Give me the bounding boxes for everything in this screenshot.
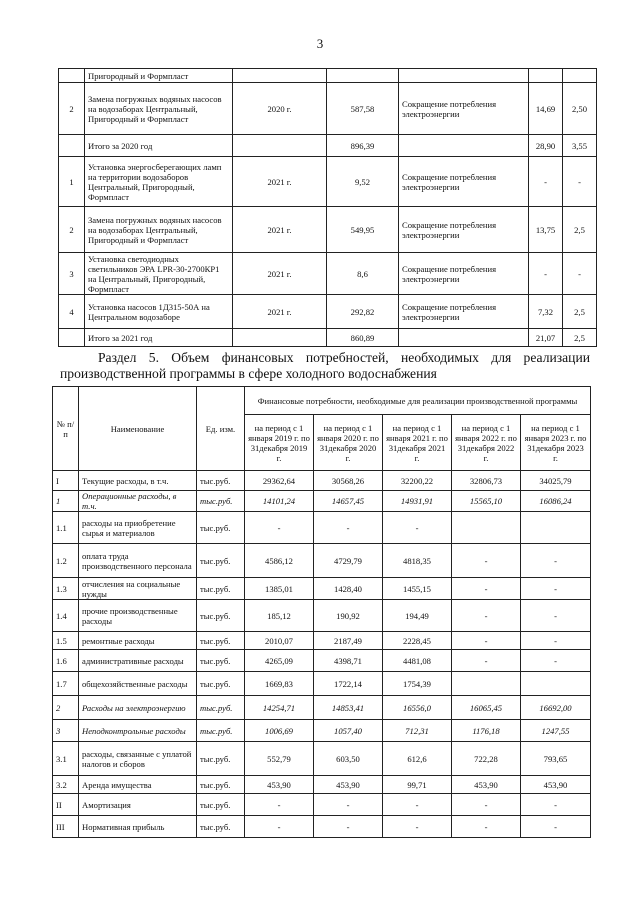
row-value: - [521,578,591,600]
row-value: - [383,794,452,816]
table-row [59,295,597,329]
table-row [53,696,591,720]
effect [399,329,529,347]
row-name: Текущие расходы, в т.ч. [79,471,197,491]
value-2: 2,5 [563,207,597,253]
table-row [53,632,591,650]
value-2: 3,55 [563,135,597,157]
amount: 8,6 [327,253,399,295]
table-row [53,742,591,776]
row-number: II [53,794,79,816]
row-value: 32806,73 [452,471,521,491]
row-value: - [245,794,314,816]
table-row [59,69,597,83]
year: 2021 г. [233,253,327,295]
value-1 [529,69,563,83]
row-value: 4818,35 [383,544,452,578]
row-value: - [452,544,521,578]
financial-needs-table [52,386,591,838]
table-row [53,650,591,672]
row-number [59,329,85,347]
measure-name: Установка энергосберегающих ламп на территории водозаборов Центральный, Пригородный, Формпласт [85,157,233,207]
row-unit: тыс.руб. [197,650,245,672]
section-heading [60,350,590,382]
row-unit: тыс.руб. [197,816,245,838]
row-number [59,69,85,83]
row-name: оплата труда производственного персонала [79,544,197,578]
row-value: - [521,544,591,578]
row-value: 16556,0 [383,696,452,720]
row-value: 4398,71 [314,650,383,672]
measure-name: Установка насосов 1Д315-50А на Центральном водозаборе [85,295,233,329]
row-value: - [521,650,591,672]
table-row [53,672,591,696]
row-value [452,512,521,544]
row-value: - [521,794,591,816]
row-unit: тыс.руб. [197,600,245,632]
row-unit: тыс.руб. [197,794,245,816]
row-value: - [245,512,314,544]
effect [399,135,529,157]
row-value: 14853,41 [314,696,383,720]
row-value: 32200,22 [383,471,452,491]
row-value: 194,49 [383,600,452,632]
row-value: 29362,64 [245,471,314,491]
row-value: 14254,71 [245,696,314,720]
row-name: общехозяйственные расходы [79,672,197,696]
value-2: 2,5 [563,295,597,329]
row-value: 185,12 [245,600,314,632]
row-value: 16692,00 [521,696,591,720]
value-2 [563,69,597,83]
row-number: 1.6 [53,650,79,672]
header-financial-needs: Финансовые потребности, необходимые для реализации производственной программы [245,387,591,415]
row-number: III [53,816,79,838]
header-period: на период с 1 января 2020 г. по 31декабря 2020 г. [314,415,383,471]
row-value: - [452,578,521,600]
measure-name: Пригородный и Формпласт [85,69,233,83]
row-value: 453,90 [245,776,314,794]
row-name: Расходы на электроэнергию [79,696,197,720]
amount: 292,82 [327,295,399,329]
row-value: 612,6 [383,742,452,776]
table-row [53,776,591,794]
row-value [521,512,591,544]
row-value: 552,79 [245,742,314,776]
row-name: расходы на приобретение сырья и материалов [79,512,197,544]
row-value: - [314,794,383,816]
row-value: - [452,650,521,672]
value-1: - [529,253,563,295]
value-2: 2,50 [563,83,597,135]
row-value: - [383,816,452,838]
effect [399,69,529,83]
row-number: 1.3 [53,578,79,600]
row-value: 722,28 [452,742,521,776]
row-value: 99,71 [383,776,452,794]
row-name: Аренда имущества [79,776,197,794]
row-value: 190,92 [314,600,383,632]
row-unit: тыс.руб. [197,544,245,578]
row-value [521,672,591,696]
row-value: - [314,816,383,838]
energy-measures-table [58,68,597,347]
effect: Сокращение потребления электроэнергии [399,157,529,207]
header-unit: Ед. изм. [197,387,245,471]
row-name: Амортизация [79,794,197,816]
row-value: 2228,45 [383,632,452,650]
row-value: 14657,45 [314,491,383,512]
table-row [53,600,591,632]
amount: 896,39 [327,135,399,157]
row-value: 1385,01 [245,578,314,600]
header-no: № п/п [53,387,79,471]
table-row [53,720,591,742]
row-name: административные расходы [79,650,197,672]
year: 2021 г. [233,207,327,253]
row-name: отчисления на социальные нужды [79,578,197,600]
row-value: 1057,40 [314,720,383,742]
row-value: - [383,512,452,544]
row-value: 15565,10 [452,491,521,512]
row-name: Неподконтрольные расходы [79,720,197,742]
row-value: - [521,600,591,632]
row-number: 1.5 [53,632,79,650]
row-value: 30568,26 [314,471,383,491]
row-unit: тыс.руб. [197,696,245,720]
value-1: 14,69 [529,83,563,135]
row-unit: тыс.руб. [197,720,245,742]
value-1: 7,32 [529,295,563,329]
row-number: 1 [53,491,79,512]
measure-name: Итого за 2021 год [85,329,233,347]
row-value: 1669,83 [245,672,314,696]
row-number: 2 [53,696,79,720]
row-number [59,135,85,157]
row-value: - [452,794,521,816]
row-number: I [53,471,79,491]
row-value: 1247,55 [521,720,591,742]
row-value [452,672,521,696]
row-value: 14931,91 [383,491,452,512]
year [233,329,327,347]
section-heading-line1: Раздел 5. Объем финансовых потребностей, необходимых для реализации [98,350,590,365]
row-name: прочие производственные расходы [79,600,197,632]
row-unit: тыс.руб. [197,578,245,600]
row-value: 793,65 [521,742,591,776]
row-value: 34025,79 [521,471,591,491]
table-row [59,253,597,295]
row-unit: тыс.руб. [197,742,245,776]
table-row [53,512,591,544]
table-row [59,157,597,207]
row-value: - [521,816,591,838]
row-value: 1006,69 [245,720,314,742]
row-name: Операционные расходы, в т.ч. [79,491,197,512]
row-name: ремонтные расходы [79,632,197,650]
year [233,69,327,83]
row-number: 1.2 [53,544,79,578]
row-unit: тыс.руб. [197,632,245,650]
row-value: 16065,45 [452,696,521,720]
effect: Сокращение потребления электроэнергии [399,295,529,329]
table-row [53,794,591,816]
measure-name: Итого за 2020 год [85,135,233,157]
amount: 549,95 [327,207,399,253]
row-value: 2187,49 [314,632,383,650]
value-2: - [563,253,597,295]
row-number: 1 [59,157,85,207]
row-value: - [452,632,521,650]
value-1: - [529,157,563,207]
year: 2020 г. [233,83,327,135]
row-number: 3 [53,720,79,742]
table-row [53,578,591,600]
value-2: - [563,157,597,207]
row-number: 2 [59,83,85,135]
row-name: расходы, связанные с уплатой налогов и сборов [79,742,197,776]
row-value: - [452,816,521,838]
row-value: - [245,816,314,838]
header-period: на период с 1 января 2022 г. по 31декабря 2022 г. [452,415,521,471]
row-unit: тыс.руб. [197,471,245,491]
row-value: 712,31 [383,720,452,742]
table-row [59,207,597,253]
row-value: 1754,39 [383,672,452,696]
row-number: 3.1 [53,742,79,776]
row-value: 453,90 [452,776,521,794]
row-value: 4586,12 [245,544,314,578]
row-value: 4729,79 [314,544,383,578]
row-number: 1.7 [53,672,79,696]
table-row [59,329,597,347]
row-value: - [521,632,591,650]
value-1: 21,07 [529,329,563,347]
effect: Сокращение потребления электроэнергии [399,83,529,135]
effect: Сокращение потребления электроэнергии [399,207,529,253]
table-row [59,83,597,135]
row-number: 1.4 [53,600,79,632]
row-value: 4265,09 [245,650,314,672]
table-row [59,135,597,157]
row-value: 453,90 [521,776,591,794]
row-number: 4 [59,295,85,329]
row-value: 14101,24 [245,491,314,512]
row-number: 3 [59,253,85,295]
row-unit: тыс.руб. [197,776,245,794]
year: 2021 г. [233,295,327,329]
measure-name: Замена погружных водяных насосов на водозаборах Центральный, Пригородный и Формпласт [85,83,233,135]
row-value: 4481,08 [383,650,452,672]
row-value: 453,90 [314,776,383,794]
row-value: 1428,40 [314,578,383,600]
row-unit: тыс.руб. [197,491,245,512]
table-row [53,491,591,512]
row-value: 1722,14 [314,672,383,696]
row-value: 1176,18 [452,720,521,742]
year: 2021 г. [233,157,327,207]
effect: Сокращение потребления электроэнергии [399,253,529,295]
page-number: 3 [316,36,324,51]
amount [327,69,399,83]
section-heading-line2: производственной программы в сфере холодного водоснабжения [60,366,437,381]
row-value: - [314,512,383,544]
value-2: 2,5 [563,329,597,347]
row-unit: тыс.руб. [197,512,245,544]
header-period: на период с 1 января 2023 г. по 31декабря 2023 г. [521,415,591,471]
table-row [53,471,591,491]
table-row [53,544,591,578]
row-value: 16086,24 [521,491,591,512]
table-row [53,816,591,838]
year [233,135,327,157]
amount: 860,89 [327,329,399,347]
row-name: Нормативная прибыль [79,816,197,838]
row-unit: тыс.руб. [197,672,245,696]
header-name: Наименование [79,387,197,471]
amount: 587,58 [327,83,399,135]
value-1: 28,90 [529,135,563,157]
value-1: 13,75 [529,207,563,253]
row-value: 603,50 [314,742,383,776]
amount: 9,52 [327,157,399,207]
row-value: - [452,600,521,632]
row-number: 2 [59,207,85,253]
row-number: 1.1 [53,512,79,544]
row-value: 2010,07 [245,632,314,650]
row-value: 1455,15 [383,578,452,600]
header-period: на период с 1 января 2021 г. по 31декабря 2021 г. [383,415,452,471]
measure-name: Замена погружных водяных насосов на водозаборах Центральный, Пригородный и Формпласт [85,207,233,253]
header-period: на период с 1 января 2019 г. по 31декабря 2019 г. [245,415,314,471]
measure-name: Установка светодиодных светильников ЭРА LPR-30-2700КР1 на Центральный, Пригородный, Формпласт [85,253,233,295]
row-number: 3.2 [53,776,79,794]
